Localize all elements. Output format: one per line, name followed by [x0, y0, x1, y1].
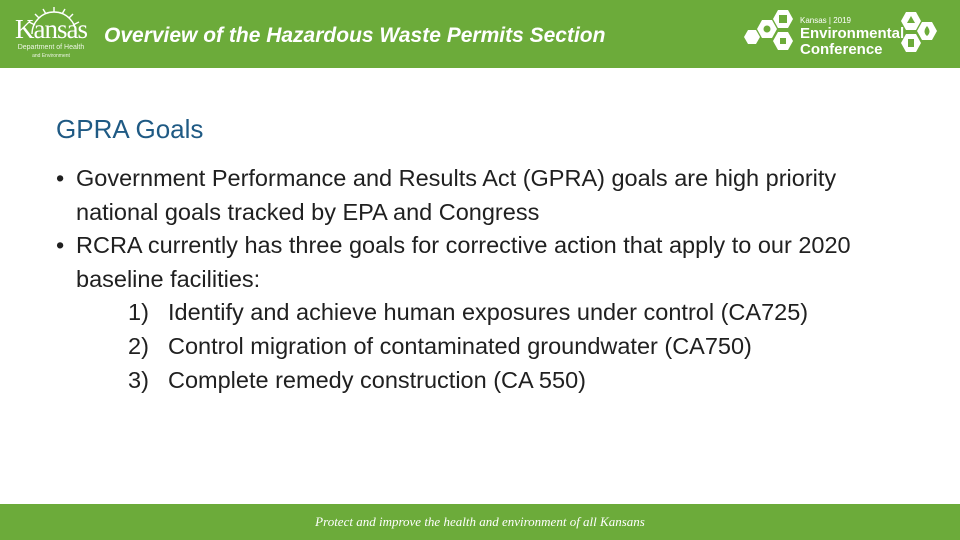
- slide-content: [56, 162, 916, 397]
- kdhe-logo-dept-2: and Environment: [32, 53, 70, 59]
- header-title: Overview of the Hazardous Waste Permits Section: [104, 24, 606, 47]
- conference-year: Kansas | 2019: [800, 16, 852, 25]
- footer-tagline: Protect and improve the health and environment of all Kansans: [315, 514, 645, 529]
- kdhe-logo: [8, 4, 94, 62]
- goal-text: Identify and achieve human exposures under control (CA725): [168, 299, 809, 326]
- bullet-text: Government Performance and Results Act (GPRA) goals are high priority national goals tracked by EPA and Congress: [76, 165, 837, 225]
- conference-logo: [740, 6, 952, 62]
- header-bar: [0, 0, 960, 68]
- slide-title: GPRA Goals: [56, 114, 204, 144]
- goal-item: [56, 330, 916, 364]
- goal-number: 3): [128, 366, 149, 393]
- goal-item: [56, 364, 916, 398]
- goal-number: 1): [128, 299, 149, 326]
- conference-name-line1: Environmental: [800, 25, 905, 42]
- bullet-marker: •: [56, 165, 65, 191]
- bullet-item: [56, 162, 916, 229]
- goal-text: Complete remedy construction (CA 550): [168, 366, 586, 393]
- bullet-item: [56, 229, 916, 296]
- footer-bar: [0, 504, 960, 540]
- kdhe-logo-wordmark: Kansas: [15, 14, 87, 44]
- goal-number: 2): [128, 332, 149, 359]
- goal-item: [56, 296, 916, 330]
- conference-name-line2: Conference: [800, 41, 883, 58]
- bullet-marker: •: [56, 232, 65, 259]
- bullet-text: RCRA currently has three goals for corrective action that apply to our 2020 baseline facilities:: [76, 232, 851, 292]
- goal-text: Control migration of contaminated groundwater (CA750): [168, 332, 752, 359]
- kdhe-logo-dept: Department of Health: [17, 44, 85, 51]
